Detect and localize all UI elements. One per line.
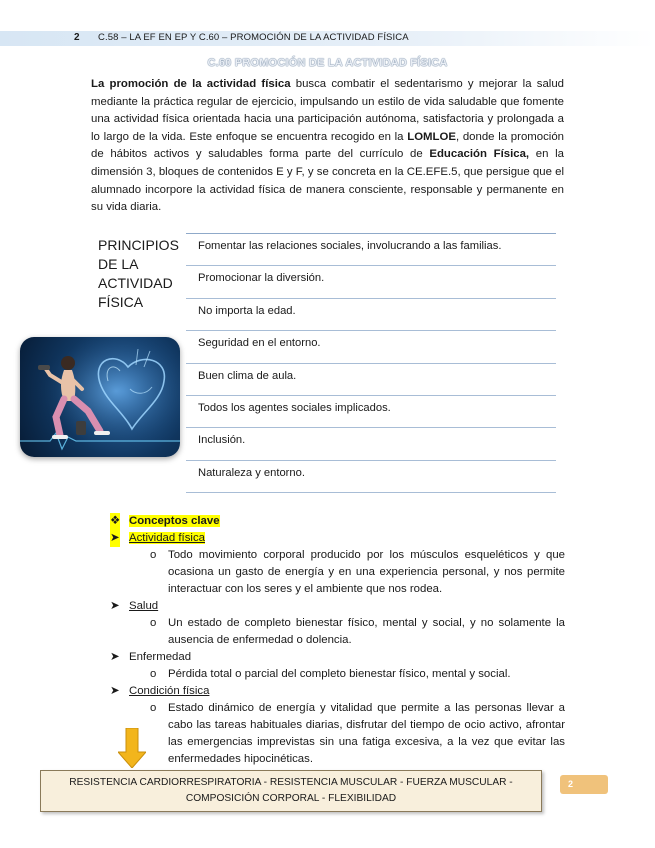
- intro-paragraph: [91, 76, 564, 217]
- arrow-bullet-icon: ➤: [110, 530, 120, 547]
- arrow-bullet-icon: ➤: [110, 651, 120, 663]
- fitness-components-line-2: COMPOSICIÓN CORPORAL - FLEXIBILIDAD: [185, 793, 397, 804]
- concept-definition: [110, 700, 565, 768]
- intro-bold-lead: La promoción de la actividad física: [91, 78, 291, 90]
- concept-term: Actividad física: [129, 532, 205, 544]
- intro-text-2: , donde la promoción de hábitos activos y saludables forma parte del currículo de: [91, 130, 564, 161]
- fitness-components-line-1: RESISTENCIA CARDIORRESPIRATORIA - RESISTENCIA MUSCULAR - FUERZA MUSCULAR -: [69, 777, 513, 788]
- concept-term-row: [110, 649, 565, 666]
- concept-term-row: [110, 598, 565, 615]
- concept-definition: [110, 547, 565, 598]
- fitness-components-box: [40, 770, 542, 812]
- circle-bullet-icon: o: [150, 702, 157, 714]
- concept-term-row: [110, 683, 565, 700]
- principle-row: Todos los agentes sociales implicados.: [186, 396, 556, 428]
- principle-row: Seguridad en el entorno.: [186, 331, 556, 363]
- concept-definition-text: Un estado de completo bienestar físico, mental y social, y no solamente la ausencia de enfermedad o dolencia.: [168, 617, 565, 646]
- concept-definition: [110, 615, 565, 649]
- intro-text-1: busca combatir el sedentarismo y mejorar la salud mediante la práctica regular de ejercicio, impulsando un estilo de vida saludable que fomente una actividad física orientada hacia una participación autónoma, satisfactoria y prolongada a lo largo de la vida. Este enfoque se encuentra recogido en la: [91, 78, 564, 143]
- circle-bullet-icon: o: [150, 617, 157, 629]
- concept-term: Salud: [129, 600, 159, 612]
- intro-text-3: en la dimensión 3, bloques de contenidos E y F, y se concreta en la CE.EFE.5, que persigue que el alumnado incorpore la actividad física de manera consciente, responsable y permanente en su vida diaria.: [91, 148, 564, 214]
- arrow-bullet-icon: ➤: [110, 685, 120, 697]
- circle-bullet-icon: o: [150, 549, 157, 561]
- header-page-number: 2: [74, 32, 80, 43]
- concept-term-row: [110, 530, 565, 547]
- concept-definition: [110, 666, 565, 683]
- concept-term: Condición física: [129, 685, 210, 697]
- principles-table: [186, 233, 556, 493]
- intro-bold-ef: Educación Física,: [429, 148, 530, 161]
- concept-definition-text: Todo movimiento corporal producido por los músculos esqueléticos y que ocasiona un gasto de energía y en una experiencia personal, y nos permite interactuar con los seres y el ambiente que nos rodea.: [168, 549, 565, 595]
- principle-row: Fomentar las relaciones sociales, involucrando a las familias.: [186, 234, 556, 266]
- athlete-heart-image: [20, 337, 180, 457]
- section-title: C.60 PROMOCIÓN DE LA ACTIVIDAD FÍSICA: [207, 57, 448, 69]
- principle-row: Buen clima de aula.: [186, 364, 556, 396]
- principle-row: Promocionar la diversión.: [186, 266, 556, 298]
- concept-definition-text: Pérdida total o parcial del completo bienestar físico, mental y social.: [168, 668, 511, 680]
- concept-term: Enfermedad: [129, 651, 192, 663]
- principle-row: Naturaleza y entorno.: [186, 461, 556, 493]
- concept-definition-text: Estado dinámico de energía y vitalidad que permite a las personas llevar a cabo las tareas habituales diarias, disfrutar del tiempo de ocio activo, afrontar las emergencias imprevistas sin una fatiga excesiva, a la vez que evitar las enfermedades hipocinéticas.: [168, 702, 565, 765]
- principle-row: No importa la edad.: [186, 299, 556, 331]
- down-arrow-icon: [118, 728, 146, 768]
- circle-bullet-icon: o: [150, 668, 157, 680]
- principles-heading: PRINCIPIOS DE LA ACTIVIDAD FÍSICA: [98, 237, 179, 310]
- diamond-bullet-icon: ❖: [110, 513, 120, 530]
- principle-row: Inclusión.: [186, 428, 556, 460]
- arrow-bullet-icon: ➤: [110, 600, 120, 612]
- key-concepts: [110, 513, 565, 768]
- fitness-heart-illustration: [20, 337, 180, 457]
- concepts-heading: Conceptos clave: [129, 515, 220, 527]
- concepts-heading-row: [110, 513, 565, 530]
- page-number-badge: 2: [560, 775, 608, 794]
- header-title: C.58 – LA EF EN EP Y C.60 – PROMOCIÓN DE LA ACTIVIDAD FÍSICA: [98, 32, 409, 43]
- intro-bold-lomloe: LOMLOE: [407, 130, 456, 143]
